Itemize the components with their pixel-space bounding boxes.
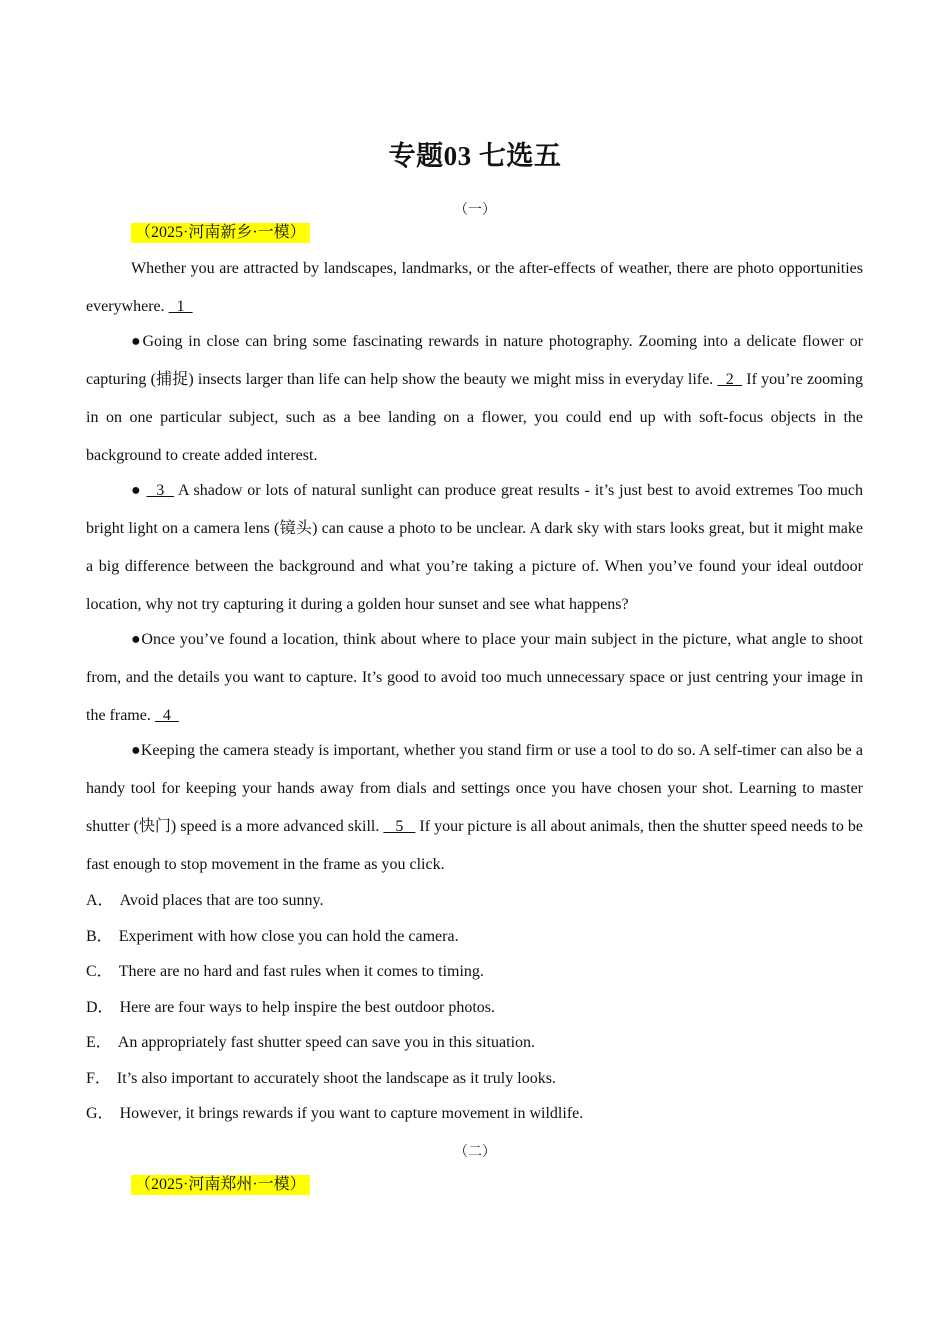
option-text: Here are four ways to help inspire the best outdoor photos. [119, 998, 496, 1016]
paragraph [86, 250, 863, 326]
option-letter: B． [86, 927, 113, 945]
option-item [86, 883, 863, 919]
option-item [86, 1025, 863, 1061]
section-label-1: （一） [454, 203, 496, 218]
paragraph [86, 323, 863, 475]
source-tag-1: （2025·河南新乡·一模） [131, 223, 310, 243]
option-item [86, 1061, 863, 1097]
source-tag-2: （2025·河南郑州·一模） [131, 1175, 310, 1195]
option-letter: D． [86, 998, 114, 1016]
answer-blank: 2 [717, 371, 743, 388]
paragraph-text: Whether you are attracted by landscapes, landmarks, or the after-effects of weather, there are photo opportunities everywhere. [86, 260, 863, 315]
option-letter: G． [86, 1105, 114, 1122]
section-label-2: （二） [454, 1145, 496, 1160]
option-text: It’s also important to accurately shoot the landscape as it truly looks. [116, 1069, 556, 1087]
paragraph-text: ●Once you’ve found a location, think about where to place your main subject in the picture, what angle to shoot from, and the details you want to capture. It’s good to avoid too much unnecessary space or just centring your image in the frame. [86, 631, 863, 724]
paragraph-text: ●Going in close can bring some fascinating rewards in nature photography. Zooming into a delicate flower or capturing (捕捉) insects larger than life can help show the beauty we might miss in everyday life. [86, 333, 863, 388]
option-text: Experiment with how close you can hold the camera. [118, 927, 459, 945]
paragraph-text: ●Keeping the camera steady is important, whether you stand firm or use a tool to do so. A self-timer can also be a handy tool for keeping your hands away from dials and settings once you have chosen your shot. Learning to master shutter (快门) speed is a more advanced skill. [86, 742, 863, 835]
option-text: Avoid places that are too sunny. [119, 892, 324, 909]
option-letter: F． [86, 1069, 111, 1087]
option-item [86, 1096, 863, 1132]
option-text: An appropriately fast shutter speed can save you in this situation. [117, 1034, 536, 1051]
paragraph-text: If your picture is all about animals, then the shutter speed needs to be fast enough to stop movement in the frame as you click. [86, 818, 863, 873]
page-title: 专题03 七选五 [388, 141, 562, 171]
option-item [86, 919, 863, 955]
answer-blank: 4 [154, 707, 179, 724]
paragraph-text: A shadow or lots of natural sunlight can produce great results - it’s just best to avoid extremes Too much bright light on a camera lens (镜头) can cause a photo to be unclear. A dark sky with stars looks great, but it might make a big difference between the background and what you’re taking a picture of. When you’ve found your ideal outdoor location, why not try capturing it during a golden hour sunset and see what happens? [86, 482, 864, 613]
paragraph [86, 732, 863, 884]
passage-text [86, 250, 863, 881]
paragraph-text: ● [131, 482, 147, 499]
answer-options [86, 883, 863, 1132]
paragraph [86, 621, 863, 735]
answer-blank: 5 [383, 818, 416, 835]
paragraph-text: If you’re zooming in on one particular subject, such as a bee landing on a flower, you could end up with soft-focus objects in the background to create added interest. [86, 371, 863, 464]
option-letter: E． [86, 1034, 112, 1051]
option-item [86, 954, 863, 990]
option-item [86, 990, 863, 1026]
option-text: However, it brings rewards if you want to capture movement in wildlife. [119, 1105, 584, 1122]
option-text: There are no hard and fast rules when it comes to timing. [118, 963, 484, 980]
paragraph [86, 472, 863, 624]
answer-blank: 1 [168, 298, 193, 315]
option-letter: A． [86, 892, 114, 909]
answer-blank: 3 [146, 482, 174, 499]
option-letter: C． [86, 963, 113, 980]
